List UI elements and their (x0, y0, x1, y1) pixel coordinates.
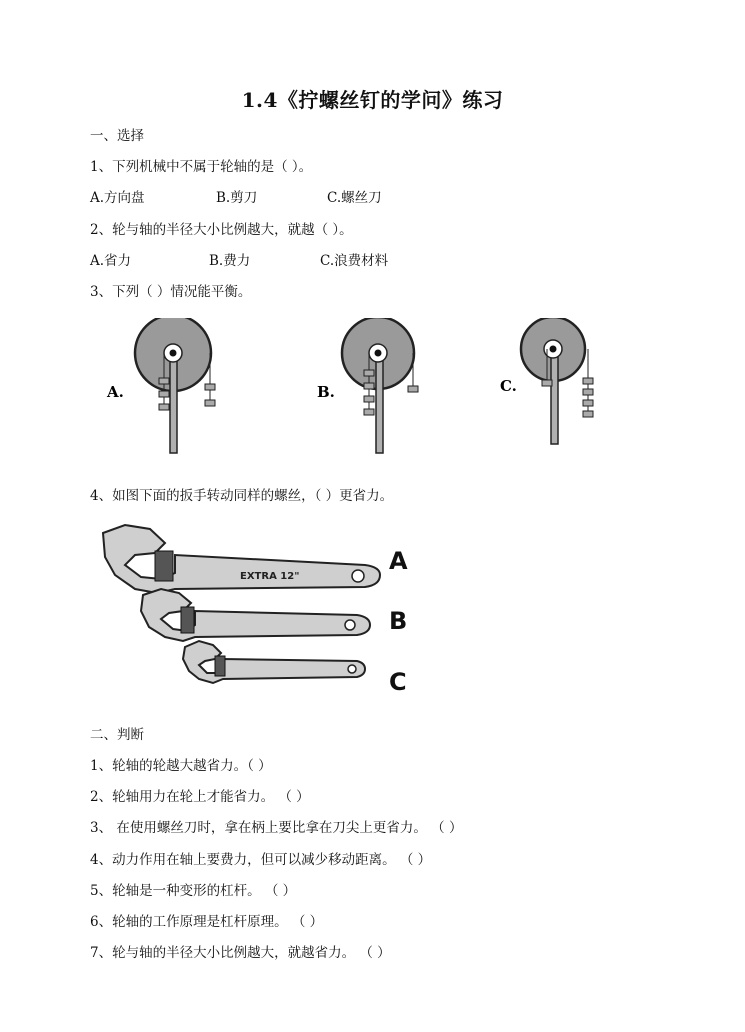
judge-item-5: 5、轮轴是一种变形的杠杆。 （ ） (90, 883, 297, 899)
wrench-b (141, 589, 370, 641)
wheel-axle-figures (95, 318, 635, 463)
q2-option-b: B.费力 (209, 253, 251, 269)
figure-c-right-weights (583, 378, 593, 417)
wrench-c (183, 641, 365, 683)
figure-c-left-weights (542, 380, 552, 386)
section-heading-choice: 一、选择 (90, 128, 144, 144)
figure-a-label: A. (107, 383, 124, 401)
figure-b-label: B. (317, 383, 335, 401)
judge-item-3: 3、 在使用螺丝刀时，拿在柄上要比拿在刀尖上更省力。 （ ） (90, 820, 463, 836)
wrench-a (103, 525, 380, 593)
judge-item-7: 7、轮与轴的半径大小比例越大，就越省力。 （ ） (90, 945, 391, 961)
wrench-engraving: EXTRA 12" (240, 571, 300, 582)
wrench-label-a: A (389, 547, 408, 575)
question-1: 1、下列机械中不属于轮轴的是（ ）。 (90, 159, 313, 175)
figure-a-right-weights (205, 384, 215, 406)
q2-option-a: A.省力 (90, 253, 132, 269)
figure-a-left-weights (159, 378, 169, 410)
wheel-axle-figure-c (500, 318, 593, 444)
question-3: 3、下列（ ）情况能平衡。 (90, 284, 252, 300)
wrench-label-b: B (389, 607, 408, 635)
figure-c-label: C. (500, 377, 517, 395)
section-heading-judge: 二、判断 (90, 727, 144, 743)
question-4: 4、如图下面的扳手转动同样的螺丝，（ ）更省力。 (90, 488, 394, 504)
wheel-axle-figure-b (317, 318, 418, 453)
q1-option-c: C.螺丝刀 (327, 190, 382, 206)
wrench-figures (95, 515, 385, 695)
question-2: 2、轮与轴的半径大小比例越大，就越（ ）。 (90, 222, 353, 238)
judge-item-4: 4、动力作用在轴上要费力，但可以减少移动距离。 （ ） (90, 852, 432, 868)
page-title: 1.4《拧螺丝钉的学问》练习 (241, 88, 504, 112)
q2-option-c: C.浪费材料 (320, 253, 389, 269)
judge-item-1: 1、轮轴的轮越大越省力。（ ） (90, 758, 272, 774)
figure-b-right-weights (408, 386, 418, 392)
wheel-axle-figure-a (106, 318, 215, 453)
wrench-label-c: C (389, 668, 407, 696)
q1-option-b: B.剪刀 (216, 190, 258, 206)
q1-option-a: A.方向盘 (90, 190, 145, 206)
judge-item-2: 2、轮轴用力在轮上才能省力。 （ ） (90, 789, 310, 805)
judge-item-6: 6、轮轴的工作原理是杠杆原理。 （ ） (90, 914, 324, 930)
